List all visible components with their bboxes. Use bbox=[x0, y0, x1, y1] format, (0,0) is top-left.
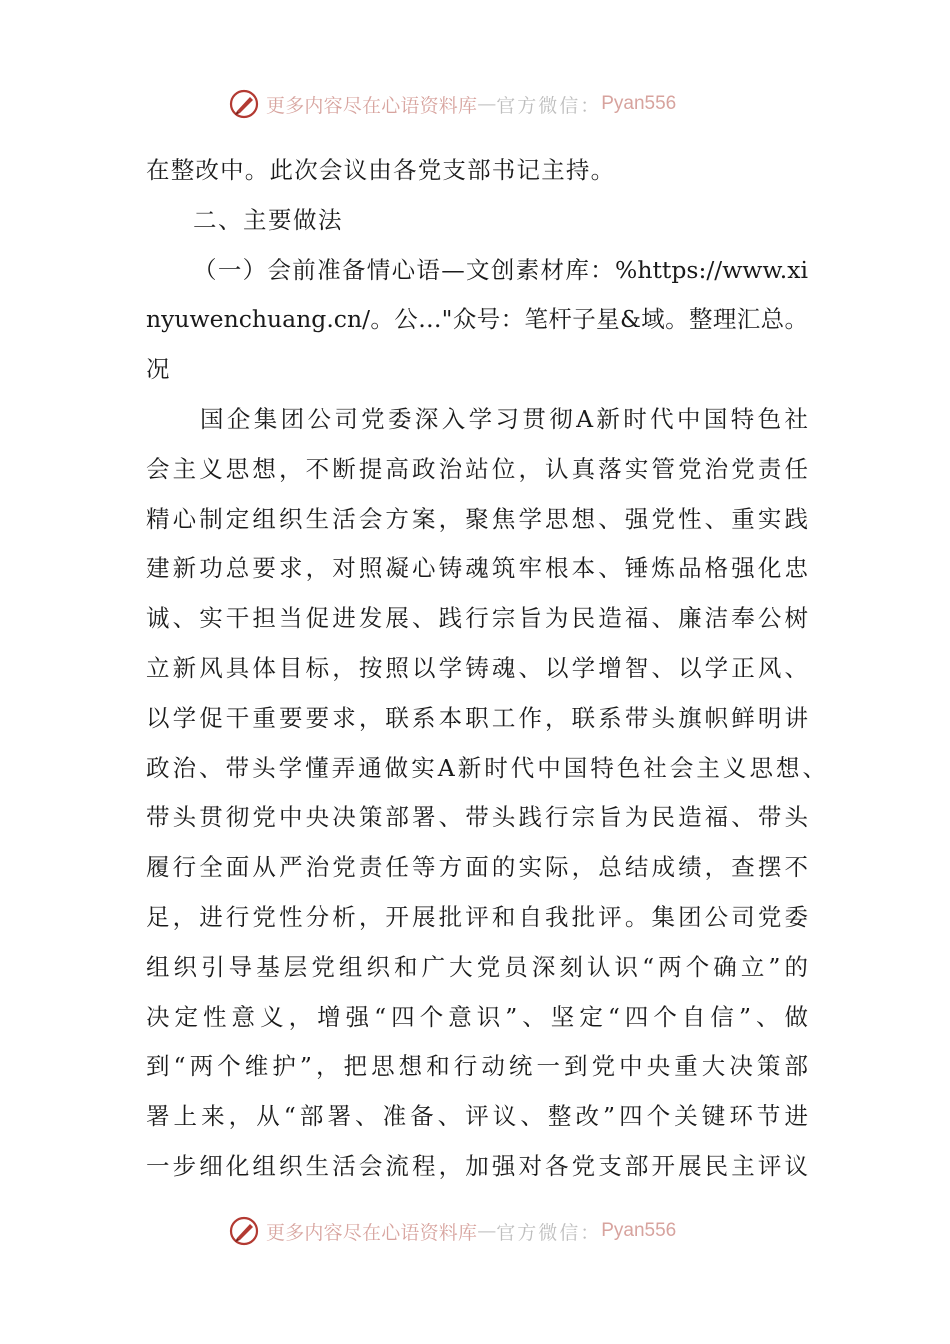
document-body bbox=[146, 146, 826, 1192]
body-line: 精心制定组织生活会方案，聚焦学思想、强党性、重实践 bbox=[146, 504, 808, 533]
banner-wechat-id: Pyan556 bbox=[601, 1220, 677, 1241]
body-line: 决定性意义，增强“四个意识”、坚定“四个自信”、做 bbox=[146, 1002, 808, 1031]
banner-wechat-id: Pyan556 bbox=[601, 93, 677, 114]
body-line: 会主义思想，不断提高政治站位，认真落实管党治党责任 bbox=[146, 454, 808, 483]
body-line: 署上来，从“部署、准备、评议、整改”四个关键环节进 bbox=[146, 1102, 808, 1131]
banner-brand-text: 更多内容尽在心语资料库 bbox=[266, 1221, 478, 1244]
body-line: 况 bbox=[146, 355, 170, 384]
body-line: 到“两个维护”，把思想和行动统一到党中央重大决策部 bbox=[146, 1052, 808, 1081]
banner-brand-text: 更多内容尽在心语资料库 bbox=[266, 94, 478, 117]
body-line: 一步细化组织生活会流程，加强对各党支部开展民主评议 bbox=[146, 1151, 808, 1180]
footer-banner bbox=[0, 1211, 950, 1251]
body-line: 以学促干重要要求，联系本职工作，联系带头旗帜鲜明讲 bbox=[146, 703, 808, 732]
body-line: 带头贯彻党中央决策部署、带头践行宗旨为民造福、带头 bbox=[146, 803, 808, 832]
body-line: 组织引导基层党组织和广大党员深刻认识“两个确立”的 bbox=[146, 952, 808, 981]
pen-logo-icon bbox=[228, 1215, 260, 1247]
pen-logo-icon bbox=[228, 88, 260, 120]
body-line: nyuwenchuang.cn/。公…"众号：笔杆子星&域。整理汇总。 bbox=[146, 305, 808, 334]
body-line: 立新风具体目标，按照以学铸魂、以学增智、以学正风、 bbox=[146, 653, 808, 682]
banner-separator: — bbox=[477, 93, 497, 115]
section-heading: 二、主要做法 bbox=[193, 205, 343, 234]
banner-wechat-label: 官方微信： bbox=[496, 94, 602, 117]
header-banner bbox=[0, 84, 950, 124]
banner-wechat-label: 官方微信： bbox=[496, 1221, 602, 1244]
body-line: 政治、带头学懂弄通做实A新时代中国特色社会主义思想、 bbox=[146, 753, 826, 782]
body-line: 诚、实干担当促进发展、践行宗旨为民造福、廉洁奉公树 bbox=[146, 604, 808, 633]
body-line: 建新功总要求，对照凝心铸魂筑牢根本、锤炼品格强化忠 bbox=[146, 554, 808, 583]
body-line: 履行全面从严治党责任等方面的实际，总结成绩，查摆不 bbox=[146, 853, 808, 882]
header-banner-content bbox=[228, 84, 676, 124]
banner-separator: — bbox=[477, 1220, 497, 1242]
footer-banner-content bbox=[228, 1211, 676, 1251]
body-line: 在整改中。此次会议由各党支部书记主持。 bbox=[146, 156, 616, 184]
body-line: 足，进行党性分析，开展批评和自我批评。集团公司党委 bbox=[146, 902, 808, 931]
subsection-heading: （一）会前准备情心语—文创素材库：%https://www.xi bbox=[193, 255, 808, 284]
paragraph-first-line: 国企集团公司党委深入学习贯彻A新时代中国特色社 bbox=[200, 404, 808, 433]
